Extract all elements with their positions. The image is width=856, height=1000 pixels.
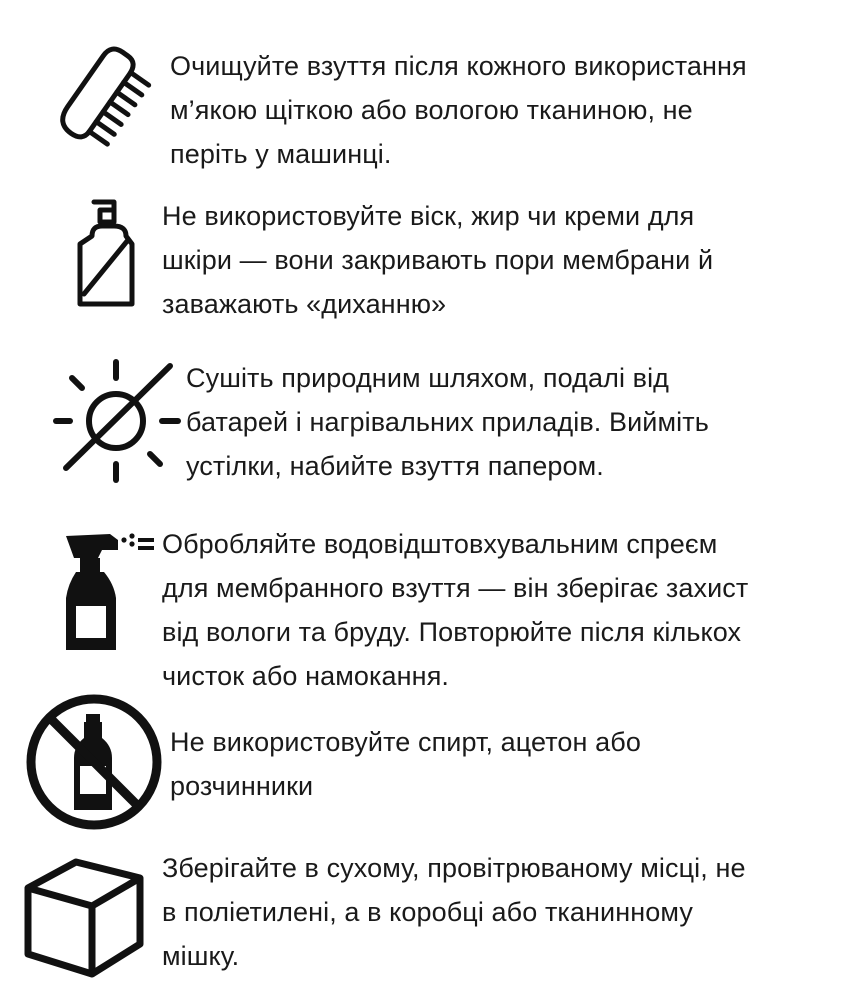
shoe-brush-icon bbox=[52, 40, 167, 165]
care-text-spray: Обробляйте водовідштовхувальним спреєм для мембранного взуття — він зберігає захист від вологи та бруду. Повторюйте після кількох чисток або намокання. bbox=[162, 529, 749, 691]
care-text-cleaning: Очищуйте взуття після кожного використання м’якою щіткою або вологою тканиною, не періть у машинці. bbox=[170, 51, 747, 169]
crossed-sun-icon bbox=[50, 356, 184, 486]
care-text-no-solvents: Не використовуйте спирт, ацетон або розчинники bbox=[170, 727, 641, 801]
crossed-cream-bottle-icon bbox=[74, 196, 140, 312]
storage-box-icon bbox=[18, 852, 148, 982]
spray-bottle-icon bbox=[58, 526, 168, 656]
care-text-storage: Зберігайте в сухому, провітрюваному місці, не в поліетилені, а в коробці або тканинному мішку. bbox=[162, 853, 746, 971]
care-text-no-cream: Не використовуйте віск, жир чи креми для шкіри — вони закривають пори мембрани й заважають «диханню» bbox=[162, 201, 714, 319]
no-solvent-bottle-icon bbox=[24, 692, 164, 832]
care-text-drying: Сушіть природним шляхом, подалі від батарей і нагрівальних приладів. Вийміть устілки, набийте взуття папером. bbox=[186, 363, 709, 481]
